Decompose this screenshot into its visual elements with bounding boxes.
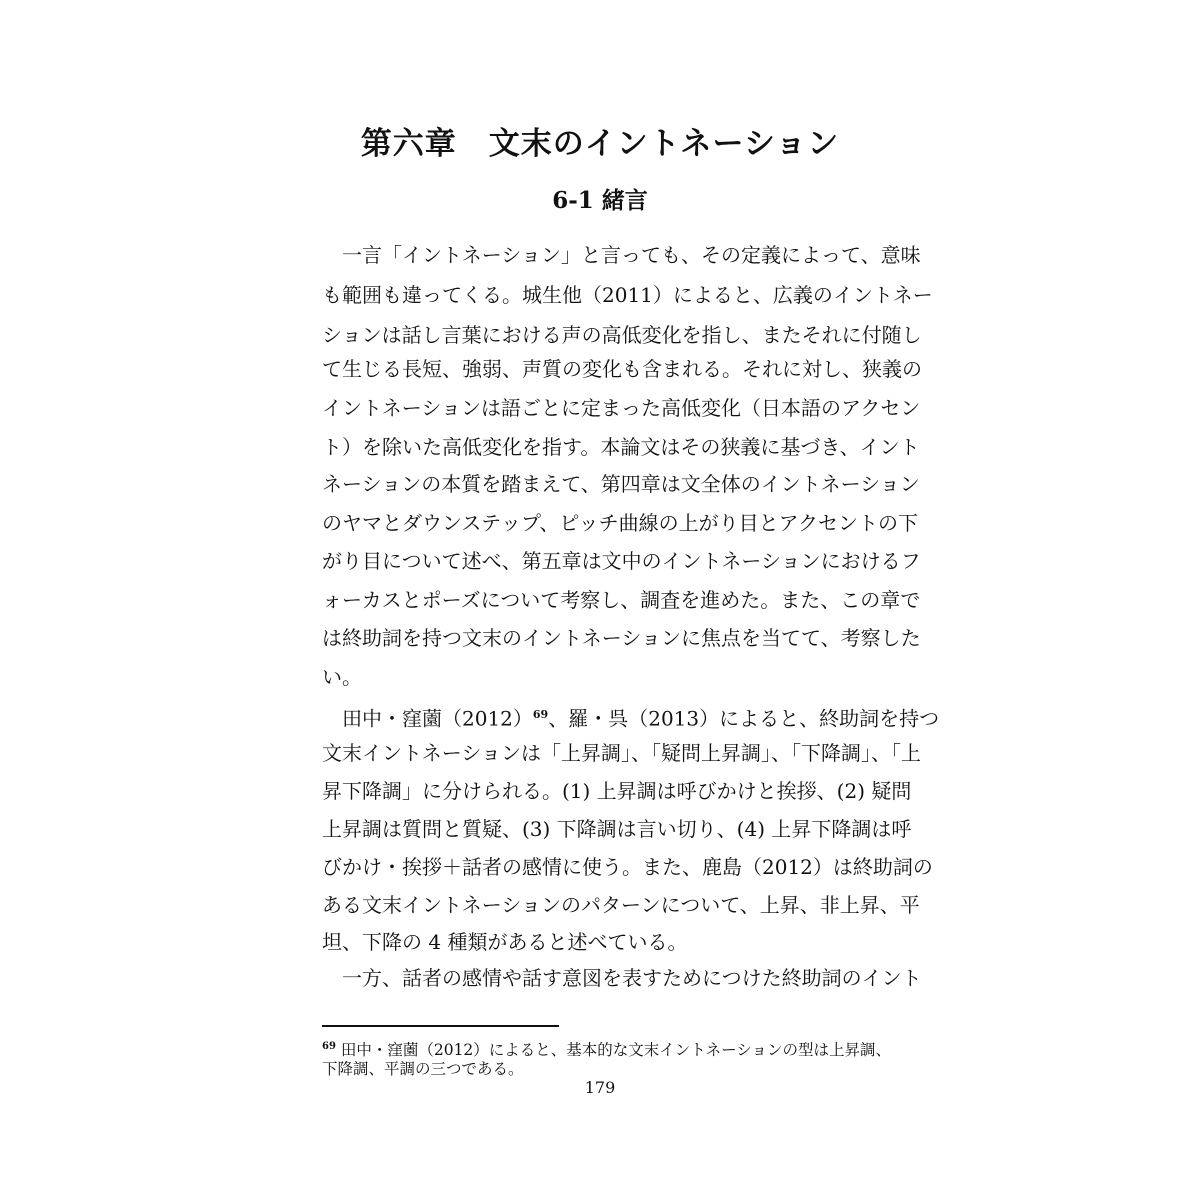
footnote-mark: 69 bbox=[322, 1041, 336, 1052]
paragraph2-text: 田中・窪薗（2012） bbox=[322, 706, 533, 731]
paragraph1-line: ションは話し言葉における声の高低変化を指し、またそれに付随し bbox=[322, 323, 922, 347]
paragraph2-line: びかけ・挨拶＋話者の感情に使う。また、鹿島（2012）は終助詞の bbox=[322, 855, 933, 879]
paragraph1-line: のヤマとダウンステップ、ピッチ曲線の上がり目とアクセントの下 bbox=[322, 511, 918, 535]
paragraph1-line: は終助詞を持つ文末のイントネーションに焦点を当てて、考察した bbox=[322, 626, 921, 650]
paragraph3-line: 一方、話者の感情や話す意図を表すためにつけた終助詞のイント bbox=[322, 966, 922, 990]
paragraph1-line: い。 bbox=[322, 665, 362, 689]
paragraph2-line: 文末イントネーションは「上昇調」、「疑問上昇調」、「下降調」、「上 bbox=[322, 741, 921, 765]
footnote-divider bbox=[322, 1025, 559, 1027]
footnote-text: 田中・窪薗（2012）によると、基本的な文末イントネーションの型は上昇調、 bbox=[335, 1041, 892, 1060]
paragraph1-line: て生じる長短、強弱、声質の変化も含まれる。それに対し、狭義の bbox=[322, 357, 922, 381]
paragraph2-line: ある文末イントネーションのパターンについて、上昇、非上昇、平 bbox=[322, 893, 920, 917]
paragraph1-line: ネーションの本質を踏まえて、第四章は文全体のイントネーション bbox=[322, 472, 920, 496]
paragraph1-line: イントネーションは語ごとに定まった高低変化（日本語のアクセン bbox=[322, 396, 921, 420]
chapter-title: 第六章 文末のイントネーション bbox=[360, 126, 840, 162]
paragraph1-line: がり目について述べ、第五章は文中のイントネーションにおけるフ bbox=[322, 549, 921, 573]
paragraph1-line: ォーカスとポーズについて考察し、調査を進めた。また、この章で bbox=[322, 588, 921, 612]
paragraph1-line: ト）を除いた高低変化を指す。本論文はその狭義に基づき、イント bbox=[322, 435, 920, 459]
paragraph2-line: 上昇調は質問と質疑、(3) 下降調は言い切り、(4) 上昇下降調は呼 bbox=[322, 817, 912, 841]
paragraph1-line: も範囲も違ってくる。城生他（2011）によると、広義のイントネー bbox=[322, 283, 933, 307]
page-number: 179 bbox=[584, 1078, 616, 1097]
paragraph2-line: 坦、下降の 4 種類があると述べている。 bbox=[322, 930, 688, 954]
footnote-line: 下降調、平調の三つである。 bbox=[322, 1060, 524, 1078]
paragraph1-line: 一言「イントネーション」と言っても、その定義によって、意味 bbox=[322, 243, 921, 267]
paragraph2-line: 昇下降調」に分けられる。(1) 上昇調は呼びかけと挨拶、(2) 疑問 bbox=[322, 779, 912, 803]
footnote-reference[interactable]: 69 bbox=[532, 708, 549, 721]
paragraph2-text: 、羅・呉（2013）によると、終助詞を持つ bbox=[548, 706, 940, 731]
section-title: 6-1 緒言 bbox=[552, 187, 648, 214]
paragraph2-line bbox=[322, 700, 940, 734]
